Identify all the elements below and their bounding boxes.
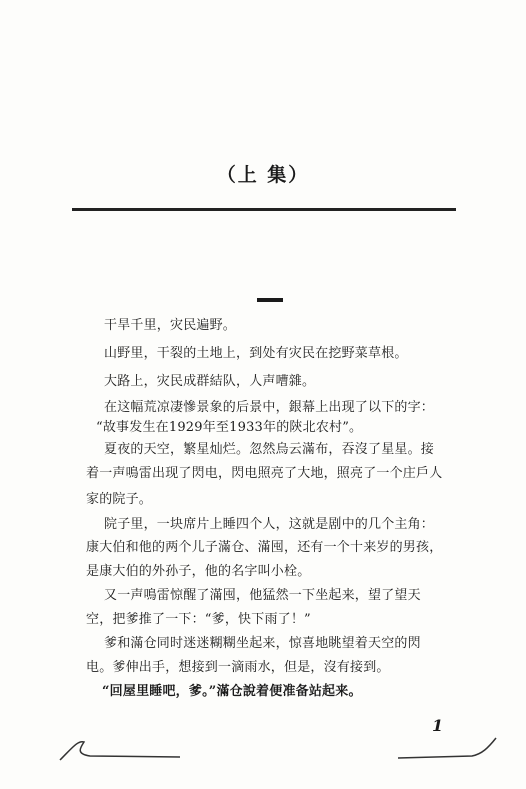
text-line: “回屋里睡吧，爹。”滿仓說着便准备站起来。 [102, 684, 362, 699]
page-number: 1 [432, 716, 444, 735]
text-line: 家的院子。 [86, 492, 153, 507]
part-heading: （上 集） [216, 164, 310, 186]
text-line: 又一声鳴雷惊醒了滿囤，他猛然一下坐起来，望了望天 [104, 588, 421, 603]
scan-edge-mark [20, 730, 510, 770]
text-line: 干旱千里，灾民遍野。 [104, 318, 237, 333]
heading-rule [72, 208, 456, 211]
chapter-number-one [257, 298, 283, 302]
text-line: 康大伯和他的两个儿子滿仓、滿囤，还有一个十来岁的男孩， [86, 540, 443, 555]
text-line: 夏夜的天空，繁星灿烂。忽然烏云滿布，吞沒了星星。接 [104, 442, 435, 457]
text-line: 电。爹伸出手，想接到一滴雨水，但是，沒有接到。 [86, 660, 390, 675]
text-line: 院子里，一块席片上睡四个人，这就是剧中的几个主角： [104, 517, 435, 532]
text-line: 山野里，干裂的土地上，到处有灾民在挖野菜草根。 [104, 346, 408, 361]
text-line: 是康大伯的外孙子，他的名字叫小栓。 [86, 564, 311, 579]
text-line: 爹和滿仓同时迷迷糊糊坐起来，惊喜地眺望着天空的閃 [104, 636, 421, 651]
text-line: 着一声鳴雷出现了閃电，閃电照亮了大地，照亮了一个庄戶人 [86, 466, 443, 481]
text-line: 在这幅荒凉凄慘景象的后景中，銀幕上出现了以下的字： [104, 400, 435, 415]
text-line: 大路上，灾民成群結队，人声嘈雜。 [104, 374, 316, 389]
text-line: 空，把爹推了一下：“爹，快下雨了！” [86, 612, 311, 627]
text-line: “故事发生在1929年至1933年的陝北农村”。 [96, 420, 363, 435]
